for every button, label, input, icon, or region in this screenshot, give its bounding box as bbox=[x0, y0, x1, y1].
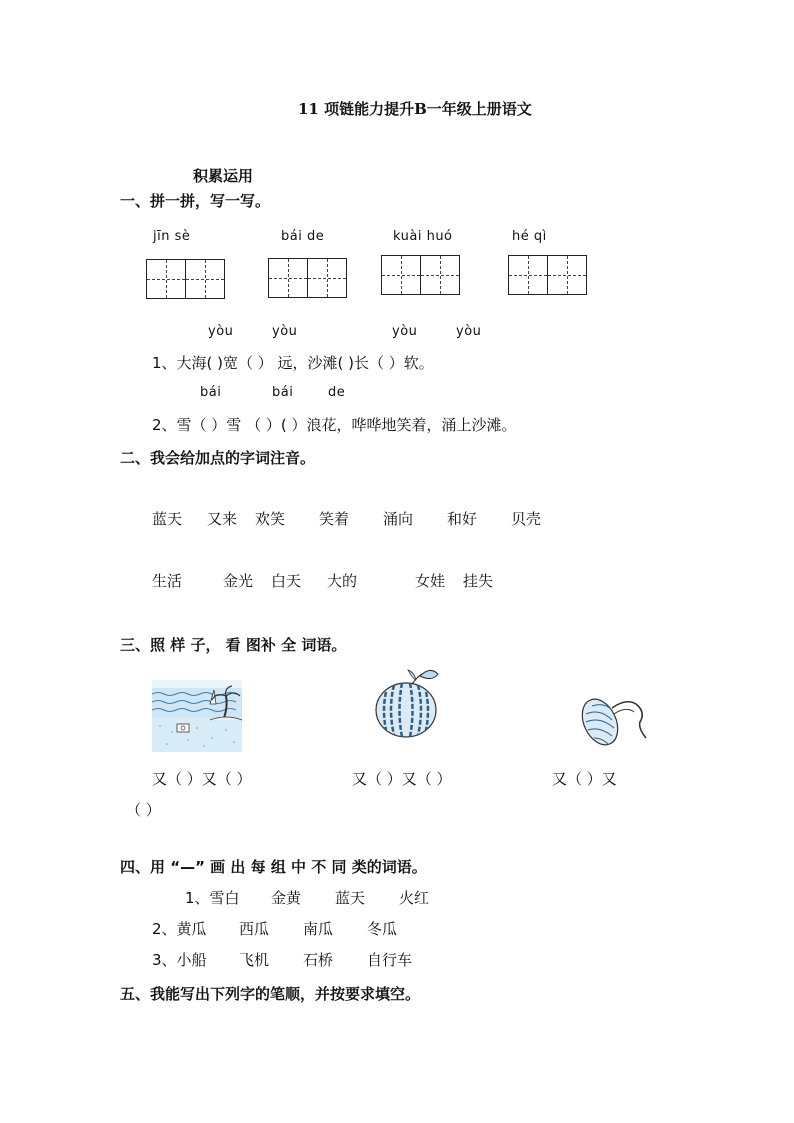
pinyin-2: bái de bbox=[281, 229, 325, 244]
word-item: 挂失 bbox=[463, 572, 494, 590]
word-item: 涌向 bbox=[383, 510, 414, 528]
pinyin-annotation: bái bbox=[272, 385, 294, 400]
pinyin-annotation: de bbox=[328, 385, 346, 400]
word-item: 大的 bbox=[327, 572, 358, 590]
word-item: 和好 bbox=[447, 510, 478, 528]
grid-cell[interactable] bbox=[186, 260, 224, 298]
pinyin-4: hé qì bbox=[512, 229, 547, 244]
subtitle: 积累运用 bbox=[193, 167, 254, 185]
word-item: 女娃 bbox=[415, 572, 446, 590]
word-item: 1、雪白 bbox=[185, 889, 240, 907]
word-item: 蓝天 bbox=[152, 510, 183, 528]
word-item: 欢笑 bbox=[255, 510, 286, 528]
grid-cell[interactable] bbox=[509, 256, 548, 294]
yarn-picture bbox=[578, 688, 658, 750]
grid-cell[interactable] bbox=[382, 256, 421, 294]
word-item: 南瓜 bbox=[303, 920, 334, 938]
grid-cell[interactable] bbox=[548, 256, 586, 294]
word-item: 西瓜 bbox=[239, 920, 270, 938]
word-item: 飞机 bbox=[239, 951, 270, 969]
word-item: 贝壳 bbox=[511, 510, 542, 528]
section-4-heading: 四、用 “—” 画 出 每 组 中 不 同 类的词语。 bbox=[120, 858, 427, 876]
word-item: 火红 bbox=[399, 889, 430, 907]
pinyin-annotation: yòu bbox=[272, 324, 298, 339]
writing-grid-1[interactable] bbox=[146, 259, 225, 299]
section-1-heading: 一、拼一拼，写一写。 bbox=[120, 192, 271, 210]
fill-sentence-2: 2、雪（ ）雪 （ ）( ）浪花，哗哗地笑着，涌上沙滩。 bbox=[152, 416, 517, 434]
pinyin-annotation: bái bbox=[200, 385, 222, 400]
writing-grid-2[interactable] bbox=[268, 258, 347, 298]
page-title: 11 项链能力提升B一年级上册语文 bbox=[298, 100, 532, 118]
grid-cell[interactable] bbox=[421, 256, 459, 294]
fill-blank-2: 又（ ）又（ ） bbox=[352, 770, 452, 788]
fill-blank-3-continued: （ ） bbox=[126, 801, 161, 819]
word-item: 白天 bbox=[271, 572, 302, 590]
writing-grid-3[interactable] bbox=[381, 255, 460, 295]
word-item: 2、黄瓜 bbox=[152, 920, 207, 938]
grid-cell[interactable] bbox=[147, 260, 186, 298]
pinyin-3: kuài huó bbox=[393, 229, 453, 244]
section-3-heading: 三、照 样 子， 看 图补 全 词语。 bbox=[120, 636, 347, 654]
section-2-heading: 二、我会给加点的字词注音。 bbox=[120, 449, 316, 467]
word-item: 笑着 bbox=[319, 510, 350, 528]
word-item: 冬瓜 bbox=[367, 920, 398, 938]
pinyin-annotation: yòu bbox=[456, 324, 482, 339]
word-item: 金黄 bbox=[271, 889, 302, 907]
pinyin-annotation: yòu bbox=[392, 324, 418, 339]
grid-cell[interactable] bbox=[308, 259, 346, 297]
word-item: 又来 bbox=[207, 510, 238, 528]
fill-blank-1: 又（ ）又（ ） bbox=[152, 770, 252, 788]
word-item: 生活 bbox=[152, 572, 183, 590]
fill-blank-3: 又（ ）又 bbox=[552, 770, 617, 788]
word-item: 金光 bbox=[223, 572, 254, 590]
fill-sentence-1: 1、大海( )宽（ ） 远，沙滩( )长（ ）软。 bbox=[152, 354, 434, 372]
beach-picture bbox=[152, 680, 242, 752]
word-item: 3、小船 bbox=[152, 951, 207, 969]
writing-grid-4[interactable] bbox=[508, 255, 587, 295]
section-5-heading: 五、我能写出下列字的笔顺，并按要求填空。 bbox=[120, 985, 421, 1003]
pinyin-annotation: yòu bbox=[208, 324, 234, 339]
grid-cell[interactable] bbox=[269, 259, 308, 297]
pinyin-1: jīn sè bbox=[153, 229, 191, 244]
watermelon-picture bbox=[372, 668, 444, 740]
word-item: 石桥 bbox=[303, 951, 334, 969]
word-item: 自行车 bbox=[367, 951, 413, 969]
word-item: 蓝天 bbox=[335, 889, 366, 907]
